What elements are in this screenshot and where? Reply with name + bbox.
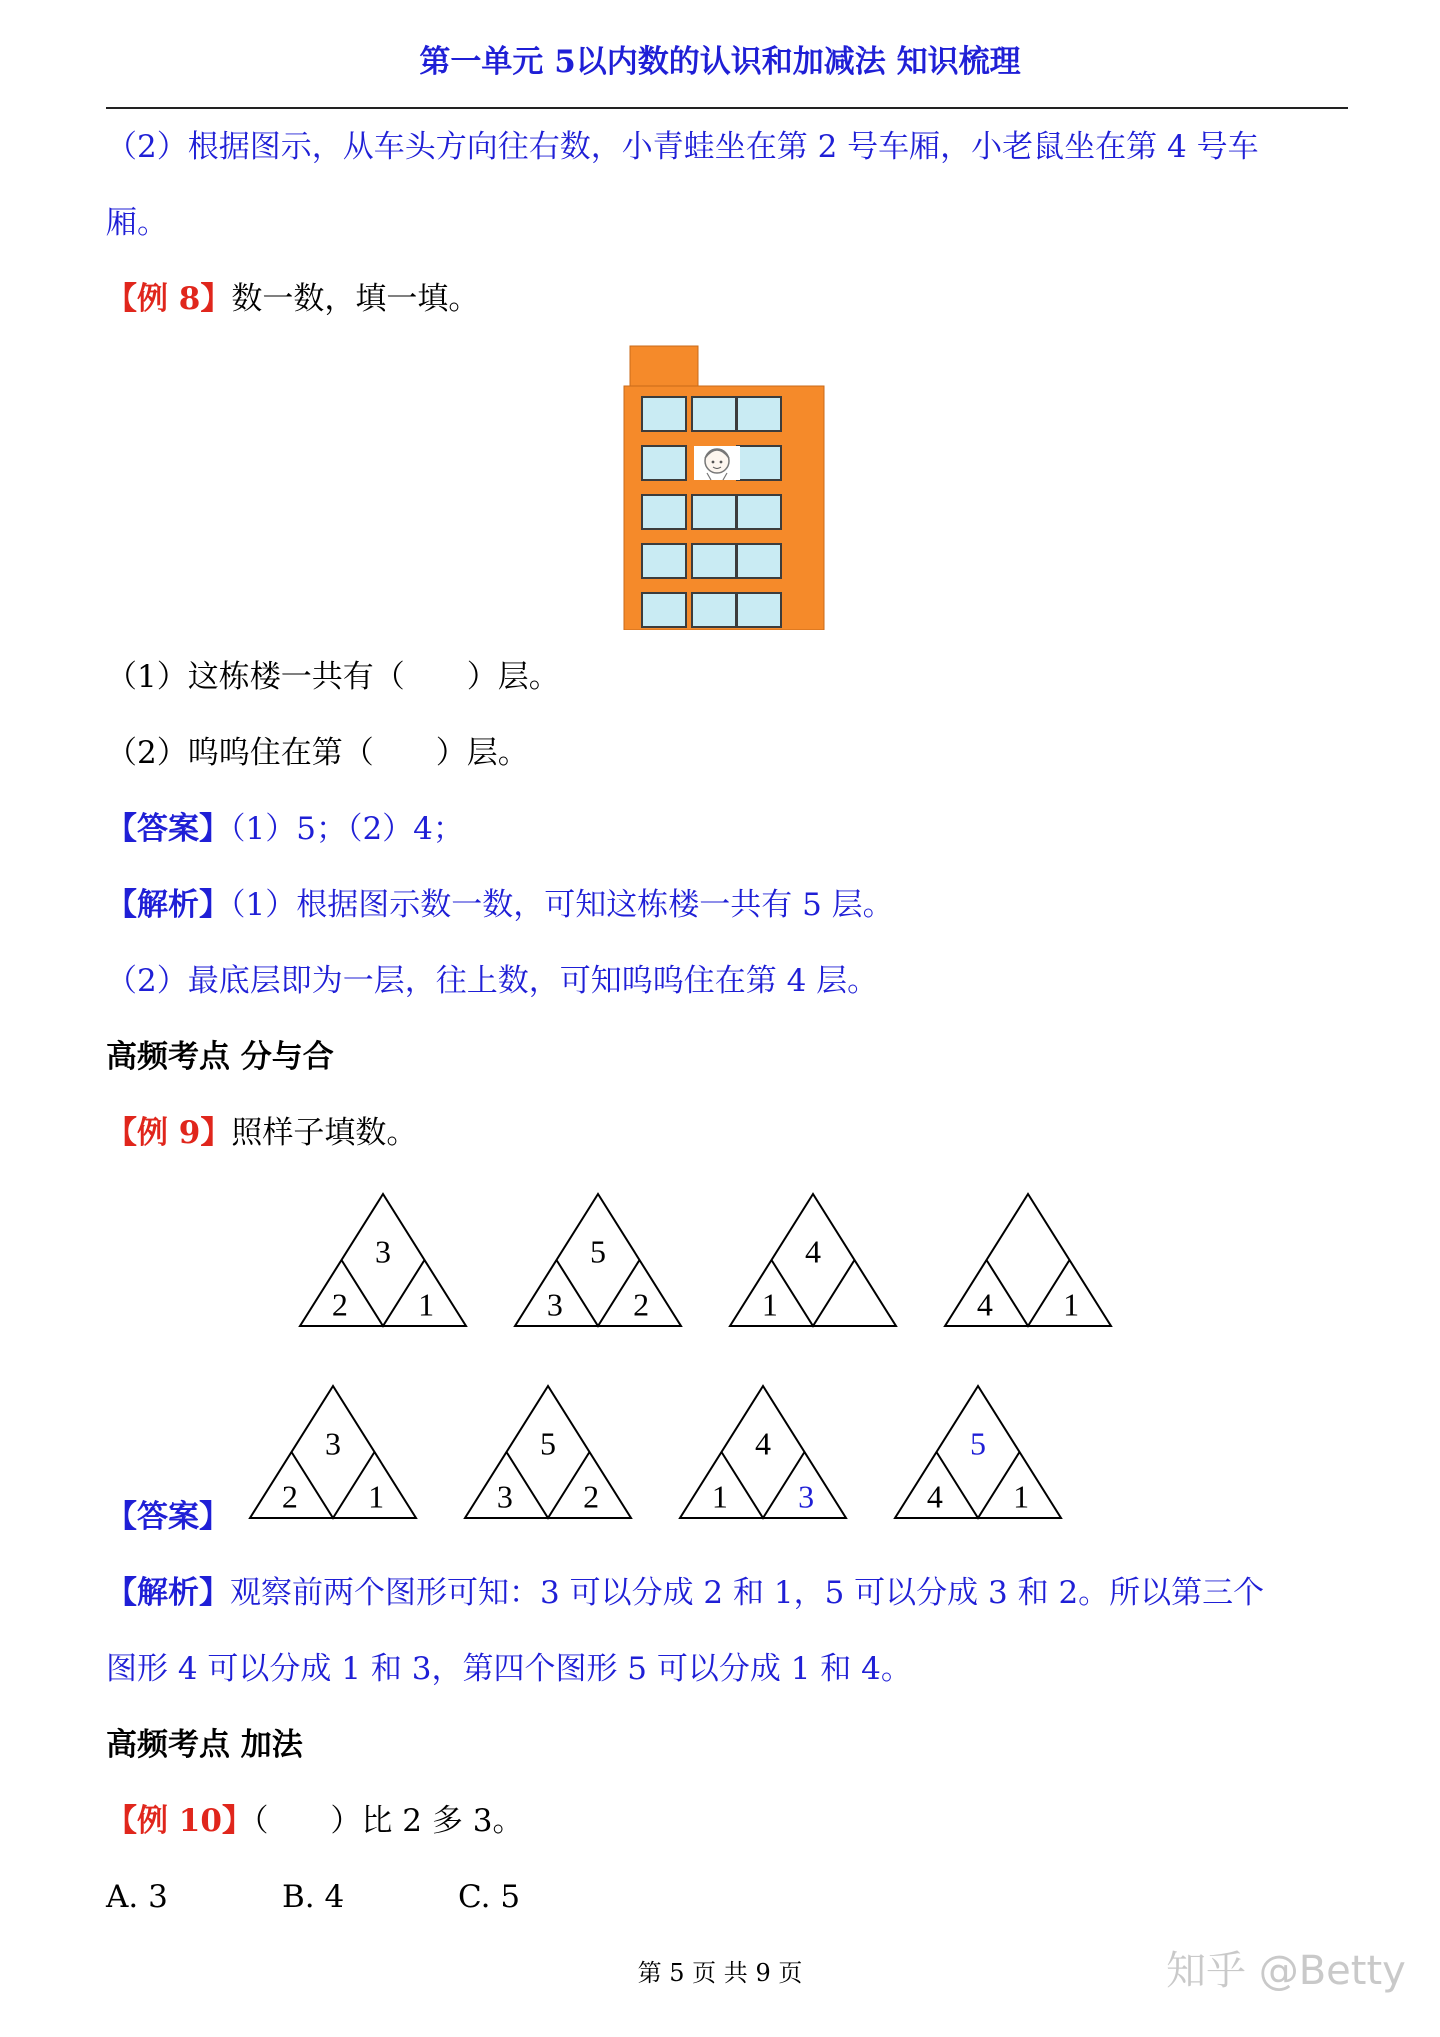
building-window bbox=[692, 495, 736, 529]
building-window bbox=[737, 495, 781, 529]
example-9-answer-triangles bbox=[240, 1378, 1080, 1528]
split-triangle bbox=[945, 1194, 1111, 1326]
triangle-number-left: 3 bbox=[546, 1286, 563, 1323]
example-10-tag: 【例 10】 bbox=[106, 1803, 253, 1839]
section-heading-addition: 高频考点 加法 bbox=[106, 1727, 303, 1763]
example-9-tag: 【例 9】 bbox=[106, 1115, 232, 1151]
building-window bbox=[692, 544, 736, 578]
split-triangle bbox=[250, 1386, 416, 1518]
triangle-number-right: 3 bbox=[798, 1478, 815, 1515]
building-window bbox=[642, 593, 686, 627]
triangle-number-right: 2 bbox=[583, 1478, 600, 1515]
triangle-number-left: 2 bbox=[281, 1478, 298, 1515]
example-8-answer-tag: 【答案】 bbox=[106, 811, 230, 847]
building-window bbox=[737, 544, 781, 578]
wuwu-character bbox=[694, 446, 740, 480]
building-illustration bbox=[612, 342, 832, 630]
split-triangle bbox=[895, 1386, 1061, 1518]
split-triangle bbox=[465, 1386, 631, 1518]
split-triangle bbox=[730, 1194, 896, 1326]
example-9-analysis-tag: 【解析】 bbox=[106, 1575, 230, 1611]
triangle-number-top: 3 bbox=[375, 1233, 391, 1270]
building-window bbox=[642, 544, 686, 578]
example-9-question-triangles bbox=[290, 1186, 1130, 1336]
triangle-number-top: 3 bbox=[325, 1425, 341, 1462]
example-9-prompt: 照样子填数。 bbox=[231, 1115, 418, 1151]
page-footer: 第 5 页 共 9 页 bbox=[637, 1959, 803, 1987]
triangle-number-right: 1 bbox=[1063, 1286, 1080, 1323]
building-window bbox=[692, 593, 736, 627]
triangle-number-top: 5 bbox=[970, 1425, 986, 1462]
triangle-number-left: 3 bbox=[496, 1478, 513, 1515]
building-window bbox=[642, 446, 686, 480]
building-window bbox=[692, 397, 736, 431]
example-9-analysis-line-1: 观察前两个图形可知：3 可以分成 2 和 1，5 可以分成 3 和 2。所以第三个 bbox=[230, 1575, 1265, 1611]
section-heading-split: 高频考点 分与合 bbox=[106, 1039, 334, 1075]
example-8-answer bbox=[106, 809, 464, 849]
prev-answer-line-2: 厢。 bbox=[106, 205, 168, 241]
example-8-analysis bbox=[106, 885, 894, 925]
building-window bbox=[737, 446, 781, 480]
example-8-analysis-line-2: （2）最底层即为一层，往上数，可知呜呜住在第 4 层。 bbox=[106, 963, 879, 999]
triangle-number-right: 1 bbox=[418, 1286, 435, 1323]
triangle-number-right: 1 bbox=[368, 1478, 385, 1515]
example-8-prompt: 数一数，填一填。 bbox=[231, 281, 480, 317]
triangle-outline bbox=[945, 1194, 1111, 1326]
building-window bbox=[737, 593, 781, 627]
triangle-number-left: 4 bbox=[926, 1478, 943, 1515]
header-divider bbox=[106, 107, 1348, 109]
building-window bbox=[737, 397, 781, 431]
example-10-heading bbox=[106, 1801, 523, 1841]
example-8-analysis-line-1: （1）根据图示数一数，可知这栋楼一共有 5 层。 bbox=[230, 887, 894, 923]
example-8-question-2: （2）呜呜住在第（ ）层。 bbox=[106, 735, 529, 771]
triangle-number-left: 1 bbox=[761, 1286, 778, 1323]
example-8-analysis-tag: 【解析】 bbox=[106, 887, 230, 923]
example-8-tag: 【例 8】 bbox=[106, 281, 232, 317]
building-window bbox=[642, 495, 686, 529]
example-8-answer-text: （1）5；（2）4； bbox=[230, 811, 464, 847]
triangle-number-left: 1 bbox=[711, 1478, 728, 1515]
split-triangle bbox=[680, 1386, 846, 1518]
triangle-number-top: 4 bbox=[805, 1233, 821, 1270]
document-header-title: 第一单元 5以内数的认识和加减法 知识梳理 bbox=[419, 44, 1021, 80]
example-10-option-c: C. 5 bbox=[458, 1879, 521, 1915]
triangle-number-left: 2 bbox=[331, 1286, 348, 1323]
example-9-analysis-line-2: 图形 4 可以分成 1 和 3，第四个图形 5 可以分成 1 和 4。 bbox=[106, 1651, 912, 1687]
example-9-answer-tag: 【答案】 bbox=[106, 1499, 230, 1535]
building-window bbox=[642, 397, 686, 431]
triangle-number-top: 4 bbox=[755, 1425, 771, 1462]
example-9-analysis bbox=[106, 1573, 1264, 1613]
example-8-heading bbox=[106, 279, 479, 319]
zhihu-watermark: 知乎 @Betty bbox=[1166, 1948, 1406, 1994]
triangle-number-top: 5 bbox=[540, 1425, 556, 1462]
triangle-number-right: 1 bbox=[1013, 1478, 1030, 1515]
example-8-question-1: （1）这栋楼一共有（ ）层。 bbox=[106, 659, 560, 695]
split-triangle bbox=[515, 1194, 681, 1326]
example-10-option-a: A. 3 bbox=[106, 1879, 168, 1915]
example-9-heading bbox=[106, 1113, 417, 1153]
triangle-number-right: 2 bbox=[633, 1286, 650, 1323]
example-10-prompt: （ ）比 2 多 3。 bbox=[252, 1803, 524, 1839]
prev-answer-line-1: （2）根据图示，从车头方向往右数，小青蛙坐在第 2 号车厢，小老鼠坐在第 4 号车 bbox=[106, 129, 1259, 165]
triangle-number-top: 5 bbox=[590, 1233, 606, 1270]
building-roof-box bbox=[630, 346, 698, 386]
example-10-option-b: B. 4 bbox=[282, 1879, 345, 1915]
split-triangle bbox=[300, 1194, 466, 1326]
triangle-number-left: 4 bbox=[976, 1286, 993, 1323]
